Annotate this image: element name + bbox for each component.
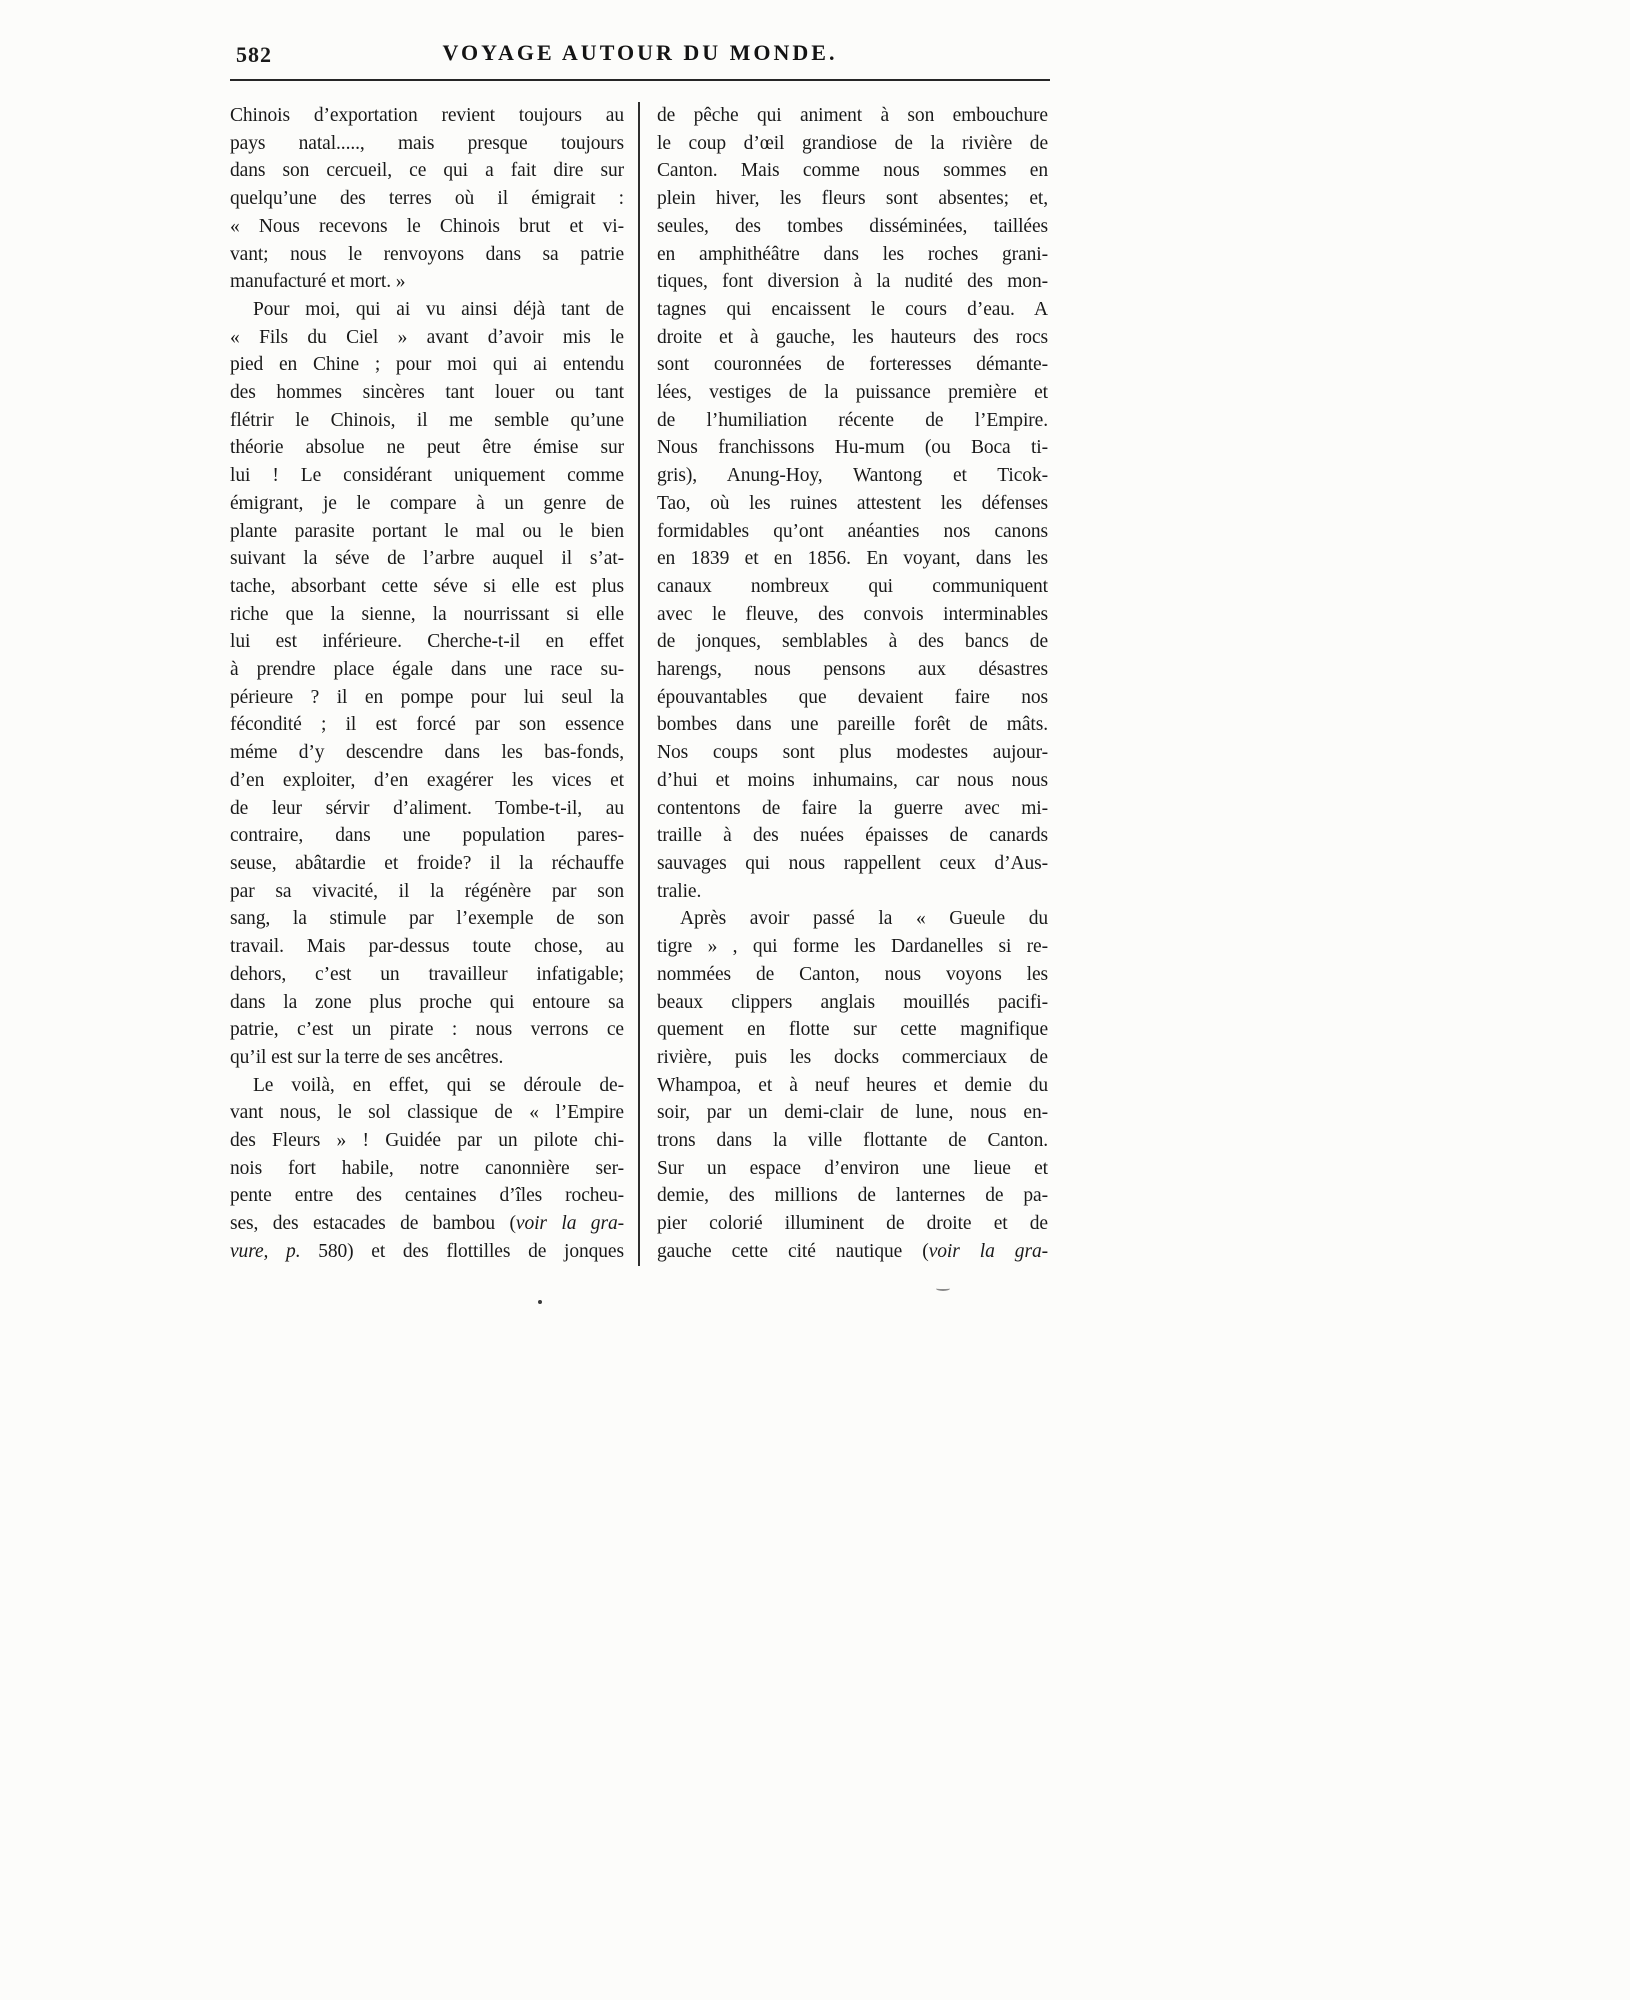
- text-line: des Fleurs » ! Guidée par un pilote chi-: [230, 1130, 624, 1152]
- right-column: [657, 102, 1048, 1266]
- text-line: riche que la sienne, la nourrissant si elle: [230, 603, 624, 625]
- text-line: dans son cercueil, ce qui a fait dire sur: [230, 160, 624, 182]
- text-line: pied en Chine ; pour moi qui ai entendu: [230, 354, 624, 376]
- ink-speck: [538, 1300, 542, 1304]
- text-line: lées, vestiges de la puissance première et: [657, 382, 1048, 404]
- text-line: « Nous recevons le Chinois brut et vi-: [230, 215, 624, 237]
- text-line: canaux nombreux qui communiquent: [657, 575, 1048, 597]
- text-line: beaux clippers anglais mouillés pacifi-: [657, 991, 1048, 1013]
- text-line: sang, la stimule par l’exemple de son: [230, 908, 624, 930]
- text-line: vant; nous le renvoyons dans sa patrie: [230, 243, 624, 265]
- text-line: plein hiver, les fleurs sont absentes; et,: [657, 188, 1048, 210]
- text-line: Tao, où les ruines attestent les défenses: [657, 492, 1048, 514]
- text-line: Whampoa, et à neuf heures et demie du: [657, 1074, 1048, 1096]
- paragraph: [230, 296, 624, 1072]
- text-line: sont couronnées de forteresses démante-: [657, 354, 1048, 376]
- text-line: de l’humiliation récente de l’Empire.: [657, 409, 1048, 431]
- text-line: Le voilà, en effet, qui se déroule de-: [253, 1074, 624, 1096]
- text-line: Nos coups sont plus modestes aujour-: [657, 742, 1048, 764]
- text-line: pays natal....., mais presque toujours: [230, 132, 624, 154]
- text-line: d’hui et moins inhumains, car nous nous: [657, 769, 1048, 791]
- text-line: lui est inférieure. Cherche-t-il en effet: [230, 631, 624, 653]
- text-line: de jonques, semblables à des bancs de: [657, 631, 1048, 653]
- text-line: à prendre place égale dans une race su-: [230, 659, 624, 681]
- text-line: traille à des nuées épaisses de canards: [657, 825, 1048, 847]
- text-line: des hommes sincères tant louer ou tant: [230, 382, 624, 404]
- text-line: le coup d’œil grandiose de la rivière de: [657, 132, 1048, 154]
- text-line: quement en flotte sur cette magnifique: [657, 1019, 1048, 1041]
- running-title: VOYAGE AUTOUR DU MONDE.: [442, 40, 838, 65]
- text-line: harengs, nous pensons aux désastres: [657, 659, 1048, 681]
- text-line: avec le fleuve, des convois interminables: [657, 603, 1048, 625]
- text-line: en 1839 et en 1856. En voyant, dans les: [657, 548, 1048, 570]
- page-number: 582: [236, 42, 272, 67]
- text-line: contentons de faire la guerre avec mi-: [657, 797, 1048, 819]
- text-line: Canton. Mais comme nous sommes en: [657, 160, 1048, 182]
- text-line: soir, par un demi-clair de lune, nous en-: [657, 1102, 1048, 1124]
- text-line: tralie.: [657, 880, 702, 902]
- text-line: suivant la séve de l’arbre auquel il s’at-: [230, 548, 624, 570]
- text-line: pier colorié illuminent de droite et de: [657, 1213, 1048, 1235]
- text-line: périeure ? il en pompe pour lui seul la: [230, 686, 624, 708]
- text-line: Nous franchissons Hu-mum (ou Boca ti-: [657, 437, 1048, 459]
- text-line: trons dans la ville flottante de Canton.: [657, 1130, 1048, 1152]
- paragraph: [230, 102, 624, 296]
- text-line: en amphithéâtre dans les roches grani-: [657, 243, 1048, 265]
- text-line: dans la zone plus proche qui entoure sa: [230, 991, 624, 1013]
- text-line: fécondité ; il est forcé par son essence: [230, 714, 624, 736]
- text-line: tiques, font diversion à la nudité des mon-: [657, 271, 1048, 293]
- ink-speck: [936, 1286, 950, 1291]
- text-line: lui ! Le considérant uniquement comme: [230, 465, 624, 487]
- page-header: [230, 40, 1050, 70]
- text-line: théorie absolue ne peut être émise sur: [230, 437, 624, 459]
- text-line: Sur un espace d’environ une lieue et: [657, 1157, 1048, 1179]
- paragraph: [657, 102, 1048, 905]
- text-line: seuse, abâtardie et froide? il la réchauffe: [230, 852, 624, 874]
- left-column: [230, 102, 624, 1266]
- page-content: [230, 40, 1050, 1266]
- column-divider-rule: [638, 102, 640, 1266]
- text-line: droite et à gauche, les hauteurs des rocs: [657, 326, 1048, 348]
- text-line: de leur sérvir d’aliment. Tombe-t-il, au: [230, 797, 624, 819]
- text-line: patrie, c’est un pirate : nous verrons ce: [230, 1019, 624, 1041]
- header-rule: [230, 79, 1050, 81]
- text-line: nommées de Canton, nous voyons les: [657, 963, 1048, 985]
- text-line: bombes dans une pareille forêt de mâts.: [657, 714, 1048, 736]
- text-line: qu’il est sur la terre de ses ancêtres.: [230, 1046, 504, 1068]
- text-line: flétrir le Chinois, il me semble qu’une: [230, 409, 624, 431]
- text-line: méme d’y descendre dans les bas-fonds,: [230, 742, 624, 764]
- text-line: Pour moi, qui ai vu ainsi déjà tant de: [253, 298, 624, 320]
- text-line: Après avoir passé la « Gueule du: [680, 908, 1048, 930]
- text-line: nois fort habile, notre canonnière ser-: [230, 1157, 624, 1179]
- text-line: demie, des millions de lanternes de pa-: [657, 1185, 1048, 1207]
- text-line: dehors, c’est un travailleur infatigable;: [230, 963, 624, 985]
- text-line: d’en exploiter, d’en exagérer les vices et: [230, 769, 624, 791]
- text-line: seules, des tombes disséminées, taillées: [657, 215, 1048, 237]
- text-line: gris), Anung-Hoy, Wantong et Ticok-: [657, 465, 1048, 487]
- text-line: vant nous, le sol classique de « l’Empire: [230, 1102, 624, 1124]
- text-line: manufacturé et mort. »: [230, 271, 406, 293]
- text-line: gauche cette cité nautique (voir la gra-: [657, 1240, 1048, 1262]
- text-line: tagnes qui encaissent le cours d’eau. A: [657, 298, 1048, 320]
- text-columns: [230, 102, 1050, 1266]
- text-line: de pêche qui animent à son embouchure: [657, 105, 1048, 126]
- text-line: « Fils du Ciel » avant d’avoir mis le: [230, 326, 624, 348]
- text-line: contraire, dans une population pares-: [230, 825, 624, 847]
- text-line: Chinois d’exportation revient toujours au: [230, 105, 624, 126]
- text-line: formidables qu’ont anéanties nos canons: [657, 520, 1048, 542]
- paragraph: [230, 1072, 624, 1266]
- text-line: émigrant, je le compare à un genre de: [230, 492, 624, 514]
- text-line: tigre » , qui forme les Dardanelles si re-: [657, 936, 1048, 958]
- text-line: pente entre des centaines d’îles rocheu-: [230, 1185, 624, 1207]
- text-line: sauvages qui nous rappellent ceux d’Aus-: [657, 852, 1048, 874]
- text-line: plante parasite portant le mal ou le bien: [230, 520, 624, 542]
- text-line: épouvantables que devaient faire nos: [657, 686, 1048, 708]
- text-line: tache, absorbant cette séve si elle est plus: [230, 575, 624, 597]
- text-line: travail. Mais par-dessus toute chose, au: [230, 936, 624, 958]
- text-line: rivière, puis les docks commerciaux de: [657, 1046, 1048, 1068]
- paragraph: [657, 905, 1048, 1265]
- text-line: ses, des estacades de bambou (voir la gra-: [230, 1213, 624, 1235]
- text-line: quelqu’une des terres où il émigrait :: [230, 188, 624, 210]
- text-line: par sa vivacité, il la régénère par son: [230, 880, 624, 902]
- text-line: vure, p. 580) et des flottilles de jonques: [230, 1240, 624, 1262]
